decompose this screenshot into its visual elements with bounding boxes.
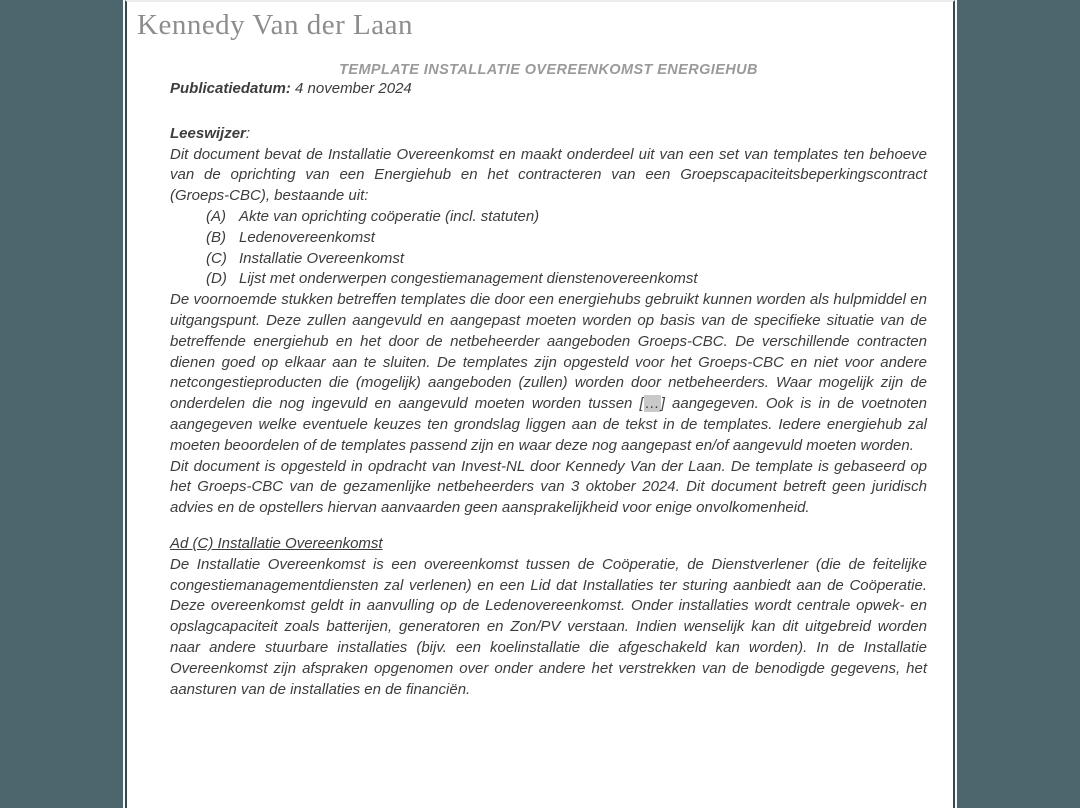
templates-paragraph xyxy=(170,290,927,456)
list-item-text: Ledenovereenkomst xyxy=(239,228,375,246)
leeswijzer-colon: : xyxy=(245,124,251,142)
list-item-marker: (A) xyxy=(206,207,226,225)
ad-c-heading: Ad (C) Installatie Overeenkomst xyxy=(170,534,383,552)
installatie-paragraph: De Installatie Overeenkomst is een overeenkomst tussen de Coöperatie, de Dienstverlener (die de feitelijke congestiemanagementdiensten zal verlenen) en een Lid dat Installaties ter sturing aanbiedt aan de Coöperatie. Deze overeenkomst geldt in aanvulling op de Ledenovereenkomst. Onder installaties wordt centrale opwek- en opslagcapaciteit zoals batterijen, generatoren en Zon/PV verstaan. Indien wenselijk kan dit uitgebreid worden naar andere stuurbare installaties (bijv. een koelinstallatie die afgeschakeld kan worden). In de Installatie Overeenkomst zijn afspraken opgenomen over onder andere het verstrekken van de benodigde gegevens, het aansturen van de installaties en de financiën. xyxy=(170,555,927,698)
leeswijzer-heading xyxy=(170,124,927,145)
placeholder-field: … xyxy=(644,395,660,413)
list-item-marker: (D) xyxy=(206,270,227,288)
publication-date-label: Publicatiedatum: xyxy=(170,80,291,97)
list-item xyxy=(206,249,927,270)
leeswijzer-label: Leeswijzer xyxy=(170,124,246,142)
list-item-text: Installatie Overeenkomst xyxy=(239,249,405,267)
list-item xyxy=(206,269,927,290)
list-item-text: Akte van oprichting coöperatie (incl. statuten) xyxy=(239,207,540,225)
opdracht-paragraph: Dit document is opgesteld in opdracht van Invest-NL door Kennedy Van der Laan. De template is gebaseerd op het Groeps-CBC van de gezamenlijke netbeheerders van 3 oktober 2024. Dit document betreft geen juridisch advies en de opstellers hiervan aanvaarden geen aansprakelijkheid voor enige onvolkomenheid. xyxy=(170,457,927,517)
document-title: TEMPLATE INSTALLATIE OVEREENKOMST ENERGIEHUB xyxy=(339,62,758,78)
list-item xyxy=(206,207,927,228)
list-item-marker: (B) xyxy=(206,228,226,246)
templates-paragraph-before: De voornoemde stukken betreffen templates die door een energiehubs gebruikt kunnen worden als hulpmiddel en uitgangspunt. Deze zullen aangevuld en aangepast moeten worden op basis van de specifieke situatie van de betreffende energiehub en het door de netbeheerder aangeboden Groeps-CBC. De verschillende contracten dienen goed op elkaar aan te sluiten. De templates zijn opgesteld voor het Groeps-CBC en niet voor andere netcongestieproducten die (mogelijk) aangeboden (zullen) worden door netbeheerders. Waar mogelijk zijn de onderdelen die nog ingevuld en aangevuld moeten worden tussen [ xyxy=(170,291,927,413)
publication-date-line xyxy=(170,79,927,100)
templates-paragraph-after: ] aangegeven. Ook is in de voetnoten aangegeven welke eventuele keuzes ten grondslag liggen aan de tekst in de templates. Iedere energiehub zal moeten beoordelen of de templates passend zijn en waar deze nog aangepast en/of aangevuld moeten worden. xyxy=(170,395,928,454)
ad-c-section xyxy=(170,534,927,700)
list-item xyxy=(206,228,927,249)
document-content xyxy=(127,62,953,700)
list-item-marker: (C) xyxy=(206,249,227,267)
publication-date-value: 4 november 2024 xyxy=(290,80,412,97)
brand-logo: Kennedy Van der Laan xyxy=(137,9,413,41)
template-list xyxy=(170,207,927,290)
leeswijzer-intro-paragraph: Dit document bevat de Installatie Overeenkomst en maakt onderdeel uit van een set van templates ten behoeve van de oprichting van een Energiehub en het contracteren van een Groepscapaciteitsbeperkingscontract (Groeps-CBC), bestaande uit: xyxy=(170,145,927,205)
document-page xyxy=(125,0,955,808)
list-item-text: Lijst met onderwerpen congestiemanagement dienstenovereenkomst xyxy=(239,270,698,288)
leeswijzer-section xyxy=(170,124,927,290)
